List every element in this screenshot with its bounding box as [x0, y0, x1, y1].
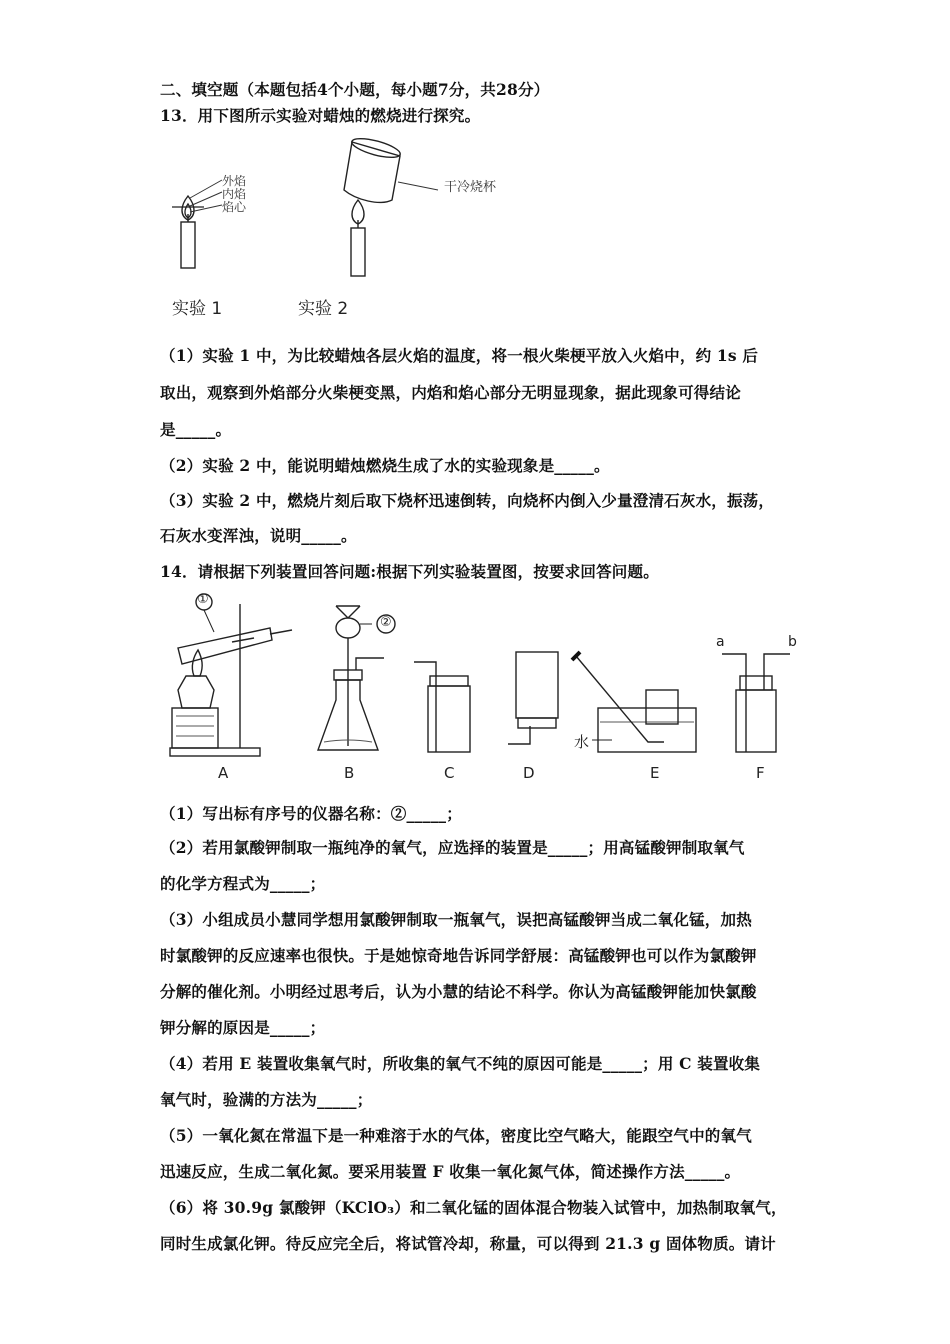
q13-part1-line3: 是_____。: [160, 420, 232, 439]
port-b-label: b: [788, 634, 797, 650]
q13-part1-line1: （1）实验 1 中，为比较蜡烛各层火焰的温度，将一根火柴梗平放入火焰中，约 1s 后: [160, 346, 759, 365]
q13-part3-line2: 石灰水变浑浊，说明_____。: [160, 526, 357, 545]
section-title: 二、填空题（本题包括4个小题，每小题7分，共28分）: [160, 80, 550, 99]
q14-part3-line1: （3）小组成员小慧同学想用氯酸钾制取一瓶氧气，误把高锰酸钾当成二氧化锰，加热: [160, 910, 752, 929]
candle-1: [172, 180, 222, 268]
q14-part3-line4: 钾分解的原因是_____；: [160, 1018, 326, 1037]
q13-part1-line2: 取出，观察到外焰部分火柴梗变黑，内焰和焰心部分无明显现象，据此现象可得结论: [160, 383, 741, 402]
caption-e: E: [650, 764, 660, 782]
flame-label-core: 焰心: [222, 200, 247, 214]
q14-part4-line1: （4）若用 E 装置收集氧气时，所收集的氧气不纯的原因可能是_____；用 C 装置收集: [160, 1054, 761, 1073]
candle-2: [344, 135, 438, 276]
caption-exp2: 实验 2: [298, 299, 349, 319]
marker-1: ①: [197, 592, 209, 607]
q14-part1: （1）写出标有序号的仪器名称：②_____；: [160, 804, 462, 823]
q13-part2: （2）实验 2 中，能说明蜡烛燃烧生成了水的实验现象是_____。: [160, 456, 610, 475]
q14-part6-line2: 同时生成氯化钾。待反应完全后，将试管冷却，称量，可以得到 21.3 g 固体物质。请计: [160, 1234, 776, 1253]
water-label: 水: [574, 733, 590, 751]
caption-c: C: [444, 764, 455, 782]
flame-label-inner: 内焰: [222, 187, 247, 201]
q13-stem: 13．用下图所示实验对蜡烛的燃烧进行探究。: [160, 106, 481, 125]
q14-part5-line2: 迅速反应，生成二氧化氮。要采用装置 F 收集一氧化氮气体，简述操作方法_____。: [160, 1162, 741, 1181]
q14-part3-line3: 分解的催化剂。小明经过思考后，认为小慧的结论不科学。你认为高锰酸钾能加快氯酸: [160, 982, 757, 1001]
flame-label-outer: 外焰: [222, 174, 247, 188]
caption-a: A: [218, 764, 229, 782]
q14-part2-line1: （2）若用氯酸钾制取一瓶纯净的氧气，应选择的装置是_____；用高锰酸钾制取氧气: [160, 838, 745, 857]
q14-part6-line1: （6）将 30.9g 氯酸钾（KClO₃）和二氧化锰的固体混合物装入试管中，加热制取氧气，: [160, 1198, 787, 1217]
beaker-label: 干冷烧杯: [444, 180, 497, 195]
caption-d: D: [523, 764, 535, 782]
q14-part4-line2: 氧气时，验满的方法为_____；: [160, 1090, 373, 1109]
q14-part3-line2: 时氯酸钾的反应速率也很快。于是她惊奇地告诉同学舒展：高锰酸钾也可以作为氯酸钾: [160, 946, 757, 965]
apparatus-c: [414, 662, 470, 752]
caption-exp1: 实验 1: [172, 299, 223, 319]
caption-f: F: [756, 764, 765, 782]
apparatus-a: [170, 594, 292, 756]
port-a-label: a: [716, 634, 725, 650]
apparatus-e: [572, 652, 696, 752]
apparatus-f: [722, 654, 790, 752]
q13-part3-line1: （3）实验 2 中，燃烧片刻后取下烧杯迅速倒转，向烧杯内倒入少量澄清石灰水，振荡，: [160, 491, 775, 510]
q14-stem: 14．请根据下列装置回答问题:根据下列实验装置图，按要求回答问题。: [160, 562, 659, 581]
apparatus-d: [508, 652, 558, 744]
q14-part5-line1: （5）一氧化氮在常温下是一种难溶于水的气体，密度比空气略大，能跟空气中的氧气: [160, 1126, 752, 1145]
marker-2: ②: [380, 615, 392, 630]
caption-b: B: [344, 764, 355, 782]
q14-part2-line2: 的化学方程式为_____；: [160, 874, 326, 893]
